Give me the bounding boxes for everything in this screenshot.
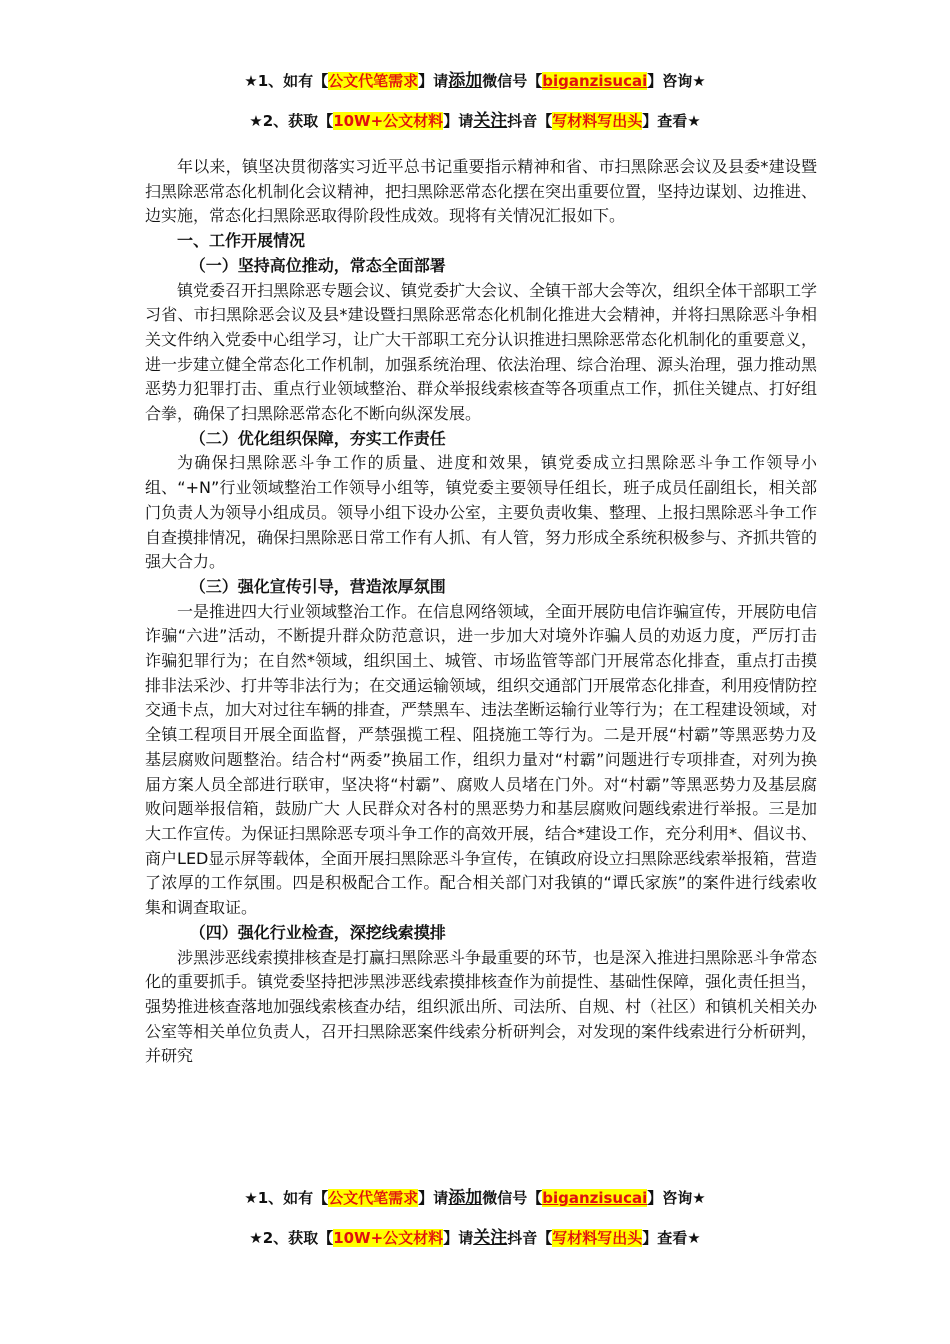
underlined-text: 关注	[473, 111, 508, 131]
underlined-text: 添加	[448, 71, 483, 91]
document-body	[145, 155, 817, 1069]
subsection-heading: （四）强化行业检查，深挖线索摸排	[189, 922, 446, 942]
body-paragraph: 一是推进四大行业领域整治工作。在信息网络领域，全面开展防电信诈骗宣传，开展防电信诈骗“六进”活动，不断提升群众防范意识，进一步加大对境外诈骗人员的劝返力度，严厉打击诈骗犯罪行为；在自然*领域，组织国土、城管、市场监管等部门开展常态化排查，重点打击摸排非法采沙、打井等非法行为；在交通运输领域，组织交通部门开展常态化排查，利用疫情防控交通卡点，加大对过往车辆的排查，严禁黑车、违法垄断运输行业等行为；在工程建设领域，对全镇工程项目开展全面监督，严禁强揽工程、阻挠施工等行为。二是开展“村霸”等黑恶势力及基层腐败问题整治。结合村“两委”换届工作，组织力量对“村霸”问题进行专项排查，对列为换届方案人员全部进行联审，坚决将“村霸”、腐败人员堵在门外。对“村霸”等黑恶势力及基层腐败问题举报信箱，鼓励广大 人民群众对各村的黑恶势力和基层腐败问题线索进行举报。三是加大工作宣传。为保证扫黑除恶专项斗争工作的高效开展，结合*建设工作，充分利用*、倡议书、商户LED显示屏等载体，全面开展扫黑除恶斗争宣传，在镇政府设立扫黑除恶线索举报箱，营造了浓厚的工作氛围。四是积极配合工作。配合相关部门对我镇的“谭氏家族”的案件进行线索收集和调查取证。	[145, 601, 818, 918]
underlined-text: 添加	[448, 1188, 483, 1208]
highlight-text: 写材料写出头	[552, 112, 643, 130]
section-heading: 一、工作开展情况	[177, 231, 306, 251]
top-banner-line-2	[0, 110, 950, 132]
wechat-id: biganzisucai	[542, 1189, 648, 1207]
banner-text: 抖音【	[507, 112, 553, 130]
banner-text: 】请	[443, 112, 474, 130]
body-paragraph: 镇党委召开扫黑除恶专题会议、镇党委扩大会议、全镇干部大会等次，组织全体干部职工学习省、市扫黑除恶会议及县*建设暨扫黑除恶常态化机制化推进大会精神，并将扫黑除恶斗争相关文件纳入党委中心组学习，让广大干部职工充分认识推进扫黑除恶常态化机制化的重要意义，进一步建立健全常态化工作机制，加强系统治理、依法治理、综合治理、源头治理，强力推动黑恶势力犯罪打击、重点行业领域整治、群众举报线索核查等各项重点工作，抓住关键点、打好组合拳，确保了扫黑除恶常态化不断向纵深发展。	[145, 280, 818, 424]
banner-text: 】查看★	[642, 1229, 701, 1247]
highlight-text: 公文代笔需求	[328, 72, 419, 90]
banner-text: ★2、获取【	[249, 1229, 334, 1247]
subsection-heading: （三）强化宣传引导，营造浓厚氛围	[189, 576, 446, 596]
banner-text: ★1、如有【	[244, 1189, 329, 1207]
banner-text: ★1、如有【	[244, 72, 329, 90]
top-banner-line-1	[0, 70, 950, 92]
banner-text: ★2、获取【	[249, 112, 334, 130]
intro-paragraph: 年以来，镇坚决贯彻落实习近平总书记重要指示精神和省、市扫黑除恶会议及县委*建设暨扫黑除恶常态化机制化会议精神，把扫黑除恶常态化摆在突出重要位置，坚持边谋划、边推进、边实施，常态化扫黑除恶取得阶段性成效。现将有关情况汇报如下。	[145, 157, 818, 226]
banner-text: 微信号【	[482, 1189, 543, 1207]
body-paragraph: 为确保扫黑除恶斗争工作的质量、进度和效果，镇党委成立扫黑除恶斗争工作领导小组、“+N”行业领域整治工作领导小组等，镇党委主要领导任组长，班子成员任副组长，相关部门负责人为领导小组成员。领导小组下设办公室，主要负责收集、整理、上报扫黑除恶斗争工作自查摸排情况，确保扫黑除恶日常工作有人抓、有人管，努力形成全系统积极参与、齐抓共管的强大合力。	[145, 453, 818, 572]
banner-text: 微信号【	[482, 72, 543, 90]
bottom-banner-line-2	[0, 1227, 950, 1249]
highlight-text: 公文代笔需求	[328, 1189, 419, 1207]
banner-text: 】查看★	[642, 112, 701, 130]
subsection-heading: （二）优化组织保障，夯实工作责任	[189, 428, 446, 448]
highlight-text: 写材料写出头	[552, 1229, 643, 1247]
body-paragraph: 涉黑涉恶线索摸排核查是打赢扫黑除恶斗争最重要的环节，也是深入推进扫黑除恶斗争常态化的重要抓手。镇党委坚持把涉黑涉恶线索摸排核查作为前提性、基础性保障，强化责任担当，强势推进核查落地加强线索核查办结，组织派出所、司法所、自规、村（社区）和镇机关相关办公室等相关单位负责人，召开扫黑除恶案件线索分析研判会，对发现的案件线索进行分析研判，并研究	[145, 947, 818, 1066]
banner-text: 】咨询★	[647, 1189, 706, 1207]
bottom-banner-line-1	[0, 1187, 950, 1209]
highlight-text: 10W+公文材料	[333, 112, 444, 130]
banner-text: 抖音【	[507, 1229, 553, 1247]
banner-text: 】请	[418, 1189, 449, 1207]
banner-text: 】咨询★	[647, 72, 706, 90]
subsection-heading: （一）坚持高位推动，常态全面部署	[189, 255, 446, 275]
underlined-text: 关注	[473, 1228, 508, 1248]
wechat-id: biganzisucai	[542, 72, 648, 90]
banner-text: 】请	[443, 1229, 474, 1247]
banner-text: 】请	[418, 72, 449, 90]
highlight-text: 10W+公文材料	[333, 1229, 444, 1247]
